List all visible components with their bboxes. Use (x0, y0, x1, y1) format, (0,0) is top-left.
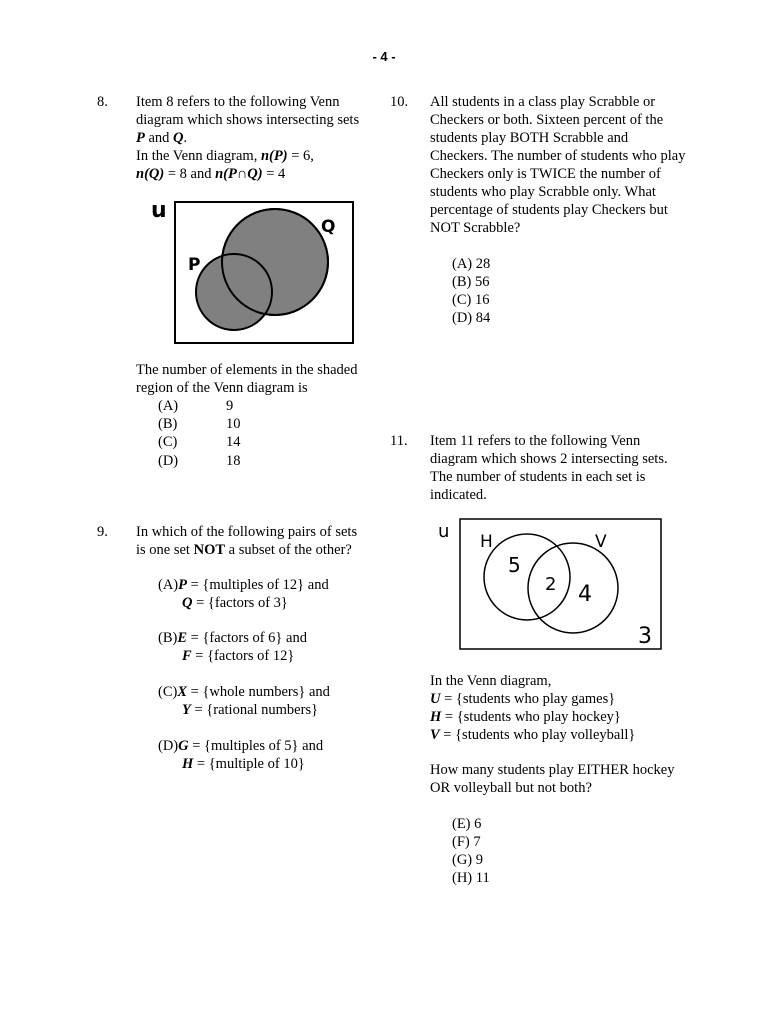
q10-line-2: Checkers or both. Sixteen percent of the (430, 112, 664, 128)
q9-option-b-letter: (B) (158, 630, 178, 646)
q9-option-a-line-1 (158, 576, 329, 594)
q10-line-5: Checkers only is TWICE the number of (430, 166, 661, 182)
q10-line-1: All students in a class play Scrabble or (430, 94, 656, 110)
question-10-options (452, 255, 490, 327)
q11-intro-line-1: Item 11 refers to the following Venn (430, 433, 641, 449)
q8-option-d-value: 18 (226, 453, 241, 469)
q9-option-d-def-2: = {multiple of 10} (193, 756, 305, 772)
venn-11-label-u: u (438, 521, 450, 542)
q11-option-e[interactable]: (E) 6 (452, 816, 482, 832)
q10-option-d[interactable]: (D) 84 (452, 310, 491, 326)
question-8-given-2 (136, 165, 359, 183)
q11-question-line-2: OR volleyball but not both? (430, 780, 592, 796)
q11-option-f[interactable]: (F) 7 (452, 834, 481, 850)
stem-2-post: a subset of the other? (225, 542, 352, 558)
question-8-intro-line-1: Item 8 refers to the following Venn (136, 94, 340, 110)
q9-option-b-line-2 (158, 647, 307, 665)
q10-line-6: students who play Scrabble only. What (430, 184, 656, 200)
q11-intro-line-2: diagram which shows 2 intersecting sets. (430, 451, 668, 467)
q9-option-a[interactable] (158, 576, 329, 612)
q9-option-d-line-1 (158, 737, 323, 755)
q9-option-d-line-2 (158, 755, 323, 773)
question-8-question (136, 361, 357, 397)
q11-def-v-var: V (430, 727, 440, 743)
question-8-number: 8. (97, 94, 108, 110)
q9-option-d-var-1: G (178, 738, 189, 754)
q9-option-c-def-1: = {whole numbers} and (187, 684, 330, 700)
set-v-circle (528, 543, 618, 633)
stem-2-not: NOT (193, 542, 226, 558)
q8-option-c[interactable] (158, 433, 241, 451)
given-nq: n(Q) (136, 166, 165, 182)
q8-option-a[interactable] (158, 397, 233, 415)
q11-def-h (430, 708, 635, 726)
question-9-stem-line-2 (136, 541, 357, 559)
venn-8-label-u: u (151, 198, 167, 223)
q9-option-a-var-2: Q (182, 595, 193, 611)
q8-option-c-letter: (C) (158, 434, 178, 450)
q10-line-4: Checkers. The number of students who play (430, 148, 686, 164)
question-11-intro (430, 432, 668, 504)
given-1-pre: In the Venn diagram, (136, 148, 261, 164)
q9-option-a-var-1: P (178, 577, 187, 593)
question-11-options (452, 815, 490, 887)
sets-and: and (144, 130, 174, 146)
q9-option-c-var-1: X (177, 684, 188, 700)
sets-end: . (183, 130, 188, 146)
q8-option-a-letter: (A) (158, 398, 179, 414)
question-8-question-line-2: region of the Venn diagram is (136, 380, 308, 396)
given-npq-value: = 4 (262, 166, 286, 182)
q9-option-c-def-2: = {rational numbers} (190, 702, 319, 718)
q11-intro-line-4: indicated. (430, 487, 487, 503)
q11-def-h-var: H (430, 709, 442, 725)
question-11-defs (430, 672, 635, 744)
q10-option-a[interactable]: (A) 28 (452, 256, 491, 272)
q8-option-a-value: 9 (226, 398, 234, 414)
q9-option-c-line-1 (158, 683, 330, 701)
q9-option-a-letter: (A) (158, 577, 179, 593)
q10-line-7: percentage of students play Checkers but (430, 202, 668, 218)
question-8-question-line-1: The number of elements in the shaded (136, 362, 358, 378)
q11-def-v (430, 726, 635, 744)
venn-8-label-p: P (188, 255, 201, 275)
q9-option-c-var-2: Y (182, 702, 191, 718)
q10-option-c[interactable]: (C) 16 (452, 292, 490, 308)
set-h-circle (484, 534, 570, 620)
venn-diagram-8 (145, 195, 360, 350)
q10-line-3: students play BOTH Scrabble and (430, 130, 629, 146)
venn-diagram-11 (430, 512, 670, 657)
q9-option-a-def-1: = {multiples of 12} and (187, 577, 329, 593)
set-p-circle (196, 254, 272, 330)
question-8-sets-line (136, 129, 359, 147)
q8-option-d[interactable] (158, 452, 241, 470)
q11-option-h[interactable]: (H) 11 (452, 870, 490, 886)
question-8-intro (136, 93, 359, 183)
q11-def-h-text: = {students who play hockey} (441, 709, 621, 725)
venn-11-both-count: 2 (545, 574, 557, 595)
q11-question-line-1: How many students play EITHER hockey (430, 762, 675, 778)
q8-option-b[interactable] (158, 415, 241, 433)
q9-option-c-line-2 (158, 701, 330, 719)
q9-option-b-def-2: = {factors of 12} (191, 648, 295, 664)
q10-line-8: NOT Scrabble? (430, 220, 521, 236)
q11-intro-line-3: The number of students in each set is (430, 469, 646, 485)
q11-def-v-text: = {students who play volleyball} (439, 727, 636, 743)
venn-11-label-v: V (595, 532, 607, 552)
venn-11-outside-count: 3 (638, 624, 652, 649)
venn-11-h-only-count: 5 (508, 553, 521, 577)
question-11-question (430, 761, 674, 797)
question-9-stem-line-1: In which of the following pairs of sets (136, 524, 358, 540)
q9-option-c-letter: (C) (158, 684, 178, 700)
question-9-number: 9. (97, 524, 108, 540)
question-10-number: 10. (390, 94, 409, 110)
q9-option-b-line-1 (158, 629, 307, 647)
q11-def-u-var: U (430, 691, 441, 707)
q9-option-b-var-2: F (182, 648, 192, 664)
venn-8-label-q: Q (321, 217, 336, 237)
q9-option-d-var-2: H (182, 756, 194, 772)
q10-option-b[interactable]: (B) 56 (452, 274, 490, 290)
q9-option-c[interactable] (158, 683, 330, 719)
q9-option-b-def-1: = {factors of 6} and (187, 630, 307, 646)
q11-def-u (430, 690, 635, 708)
given-np: n(P) (260, 148, 288, 164)
question-10-stem (430, 93, 685, 237)
given-npq: n(P∩Q) (215, 166, 263, 182)
q9-option-d[interactable] (158, 737, 323, 773)
question-9-stem (136, 523, 357, 559)
q8-option-d-letter: (D) (158, 453, 179, 469)
q8-option-c-value: 14 (226, 434, 241, 450)
q9-option-d-def-1: = {multiples of 5} and (188, 738, 324, 754)
question-8-given-1 (136, 147, 359, 165)
q8-option-b-value: 10 (226, 416, 241, 432)
q11-def-u-text: = {students who play games} (440, 691, 616, 707)
q9-option-b[interactable] (158, 629, 307, 665)
q11-defs-intro: In the Venn diagram, (430, 673, 552, 689)
question-8-intro-line-2: diagram which shows intersecting sets (136, 112, 360, 128)
q8-option-b-letter: (B) (158, 416, 178, 432)
set-p-name: P (136, 130, 145, 146)
question-11-number: 11. (390, 433, 408, 449)
q9-option-a-def-2: = {factors of 3} (192, 595, 288, 611)
q9-option-a-line-2 (158, 594, 329, 612)
venn-11-v-only-count: 4 (578, 582, 592, 607)
venn-11-label-h: H (480, 532, 493, 552)
set-q-name: Q (173, 130, 184, 146)
stem-2-pre: is one set (136, 542, 194, 558)
q11-option-g[interactable]: (G) 9 (452, 852, 484, 868)
given-nq-mid: = 8 and (164, 166, 216, 182)
page-number: - 4 - (372, 49, 396, 64)
q9-option-b-var-1: E (177, 630, 188, 646)
given-np-value: = 6, (287, 148, 314, 164)
q9-option-d-letter: (D) (158, 738, 179, 754)
